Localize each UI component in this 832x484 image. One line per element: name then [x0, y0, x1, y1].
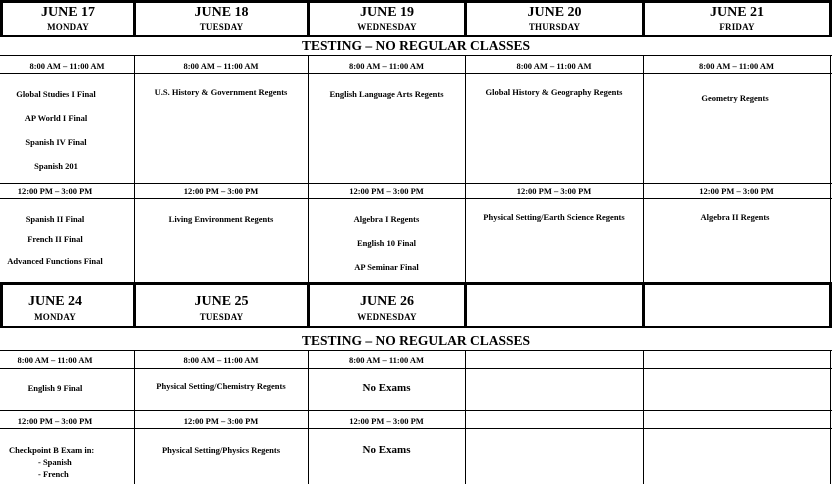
- time-slot: 12:00 PM – 3:00 PM: [699, 186, 774, 196]
- time-slot: 8:00 AM – 11:00 AM: [17, 355, 93, 365]
- border-line: [0, 183, 832, 184]
- time-slot: 12:00 PM – 3:00 PM: [349, 186, 424, 196]
- day-weekday: TUESDAY: [199, 22, 244, 32]
- border-line: [0, 198, 832, 199]
- day-date: JUNE 26: [359, 294, 415, 309]
- exam-item: French II Final: [27, 234, 83, 244]
- border-line: [0, 350, 832, 351]
- exam-item: Physical Setting/Earth Science Regents: [483, 212, 625, 222]
- time-slot: 12:00 PM – 3:00 PM: [183, 186, 259, 196]
- border-line: [643, 55, 644, 283]
- time-slot: 8:00 AM – 11:00 AM: [516, 61, 592, 71]
- day-date: JUNE 25: [194, 294, 249, 309]
- exam-item: Global Studies I Final: [16, 89, 96, 99]
- exam-item: Algebra II Regents: [700, 212, 770, 222]
- exam-item: Advanced Functions Final: [7, 256, 103, 266]
- no-exams-label: No Exams: [362, 444, 411, 456]
- border-line: [0, 410, 832, 411]
- exam-item: English 10 Final: [356, 238, 417, 248]
- day-weekday: TUESDAY: [199, 312, 244, 322]
- exam-item: AP World I Final: [24, 113, 88, 123]
- exam-item: U.S. History & Government Regents: [154, 87, 288, 97]
- exam-item: Checkpoint B Exam in:: [9, 445, 95, 455]
- border-line: [830, 55, 831, 283]
- border-line: [0, 428, 832, 429]
- time-slot: 8:00 AM – 11:00 AM: [183, 355, 259, 365]
- time-slot: 8:00 AM – 11:00 AM: [348, 61, 425, 71]
- border-line: [0, 0, 832, 3]
- border-line: [0, 368, 832, 369]
- time-slot: 12:00 PM – 3:00 PM: [183, 416, 259, 426]
- exam-item: Spanish 201: [34, 161, 78, 171]
- border-line: [0, 73, 832, 74]
- exam-item: Spanish IV Final: [25, 137, 87, 147]
- exam-item: Geometry Regents: [701, 93, 769, 103]
- exam-item: Global History & Geography Regents: [485, 87, 623, 97]
- day-weekday: THURSDAY: [528, 22, 581, 32]
- day-date: JUNE 17: [40, 5, 96, 20]
- day-weekday: MONDAY: [34, 312, 76, 322]
- border-line: [0, 282, 832, 285]
- day-weekday: WEDNESDAY: [357, 22, 417, 32]
- border-line: [0, 35, 832, 37]
- day-date: JUNE 18: [194, 5, 249, 20]
- day-weekday: WEDNESDAY: [357, 312, 417, 322]
- day-date: JUNE 19: [359, 5, 415, 20]
- border-line: [642, 282, 645, 328]
- time-slot: 8:00 AM – 11:00 AM: [698, 61, 775, 71]
- testing-banner: TESTING – NO REGULAR CLASSES: [301, 38, 531, 53]
- no-exams-label: No Exams: [362, 382, 411, 394]
- checkpoint-language: - Spanish: [38, 457, 72, 467]
- exam-item: English Language Arts Regents: [329, 89, 444, 99]
- border-line: [465, 350, 466, 484]
- day-date: JUNE 24: [27, 294, 83, 309]
- border-line: [464, 282, 467, 328]
- time-slot: 12:00 PM – 3:00 PM: [349, 416, 424, 426]
- exam-item: Spanish II Final: [25, 214, 85, 224]
- exam-item: Algebra I Regents: [353, 214, 420, 224]
- border-line: [0, 326, 832, 328]
- time-slot: 12:00 PM – 3:00 PM: [17, 416, 93, 426]
- border-line: [643, 350, 644, 484]
- checkpoint-language: - French: [38, 469, 69, 479]
- exam-item: AP Seminar Final: [354, 262, 419, 272]
- exam-item: English 9 Final: [27, 383, 83, 393]
- day-date: JUNE 20: [527, 5, 582, 20]
- day-weekday: FRIDAY: [719, 22, 755, 32]
- time-slot: 8:00 AM – 11:00 AM: [348, 355, 425, 365]
- exam-item: Physical Setting/Physics Regents: [161, 445, 281, 455]
- time-slot: 8:00 AM – 11:00 AM: [29, 61, 105, 71]
- exam-item: Physical Setting/Chemistry Regents: [156, 381, 286, 391]
- day-weekday: MONDAY: [47, 22, 89, 32]
- time-slot: 12:00 PM – 3:00 PM: [516, 186, 592, 196]
- time-slot: 12:00 PM – 3:00 PM: [17, 186, 93, 196]
- time-slot: 8:00 AM – 11:00 AM: [183, 61, 259, 71]
- border-line: [830, 350, 831, 484]
- exam-item: Living Environment Regents: [168, 214, 274, 224]
- day-date: JUNE 21: [709, 5, 765, 20]
- border-line: [0, 55, 832, 56]
- testing-banner: TESTING – NO REGULAR CLASSES: [301, 333, 531, 348]
